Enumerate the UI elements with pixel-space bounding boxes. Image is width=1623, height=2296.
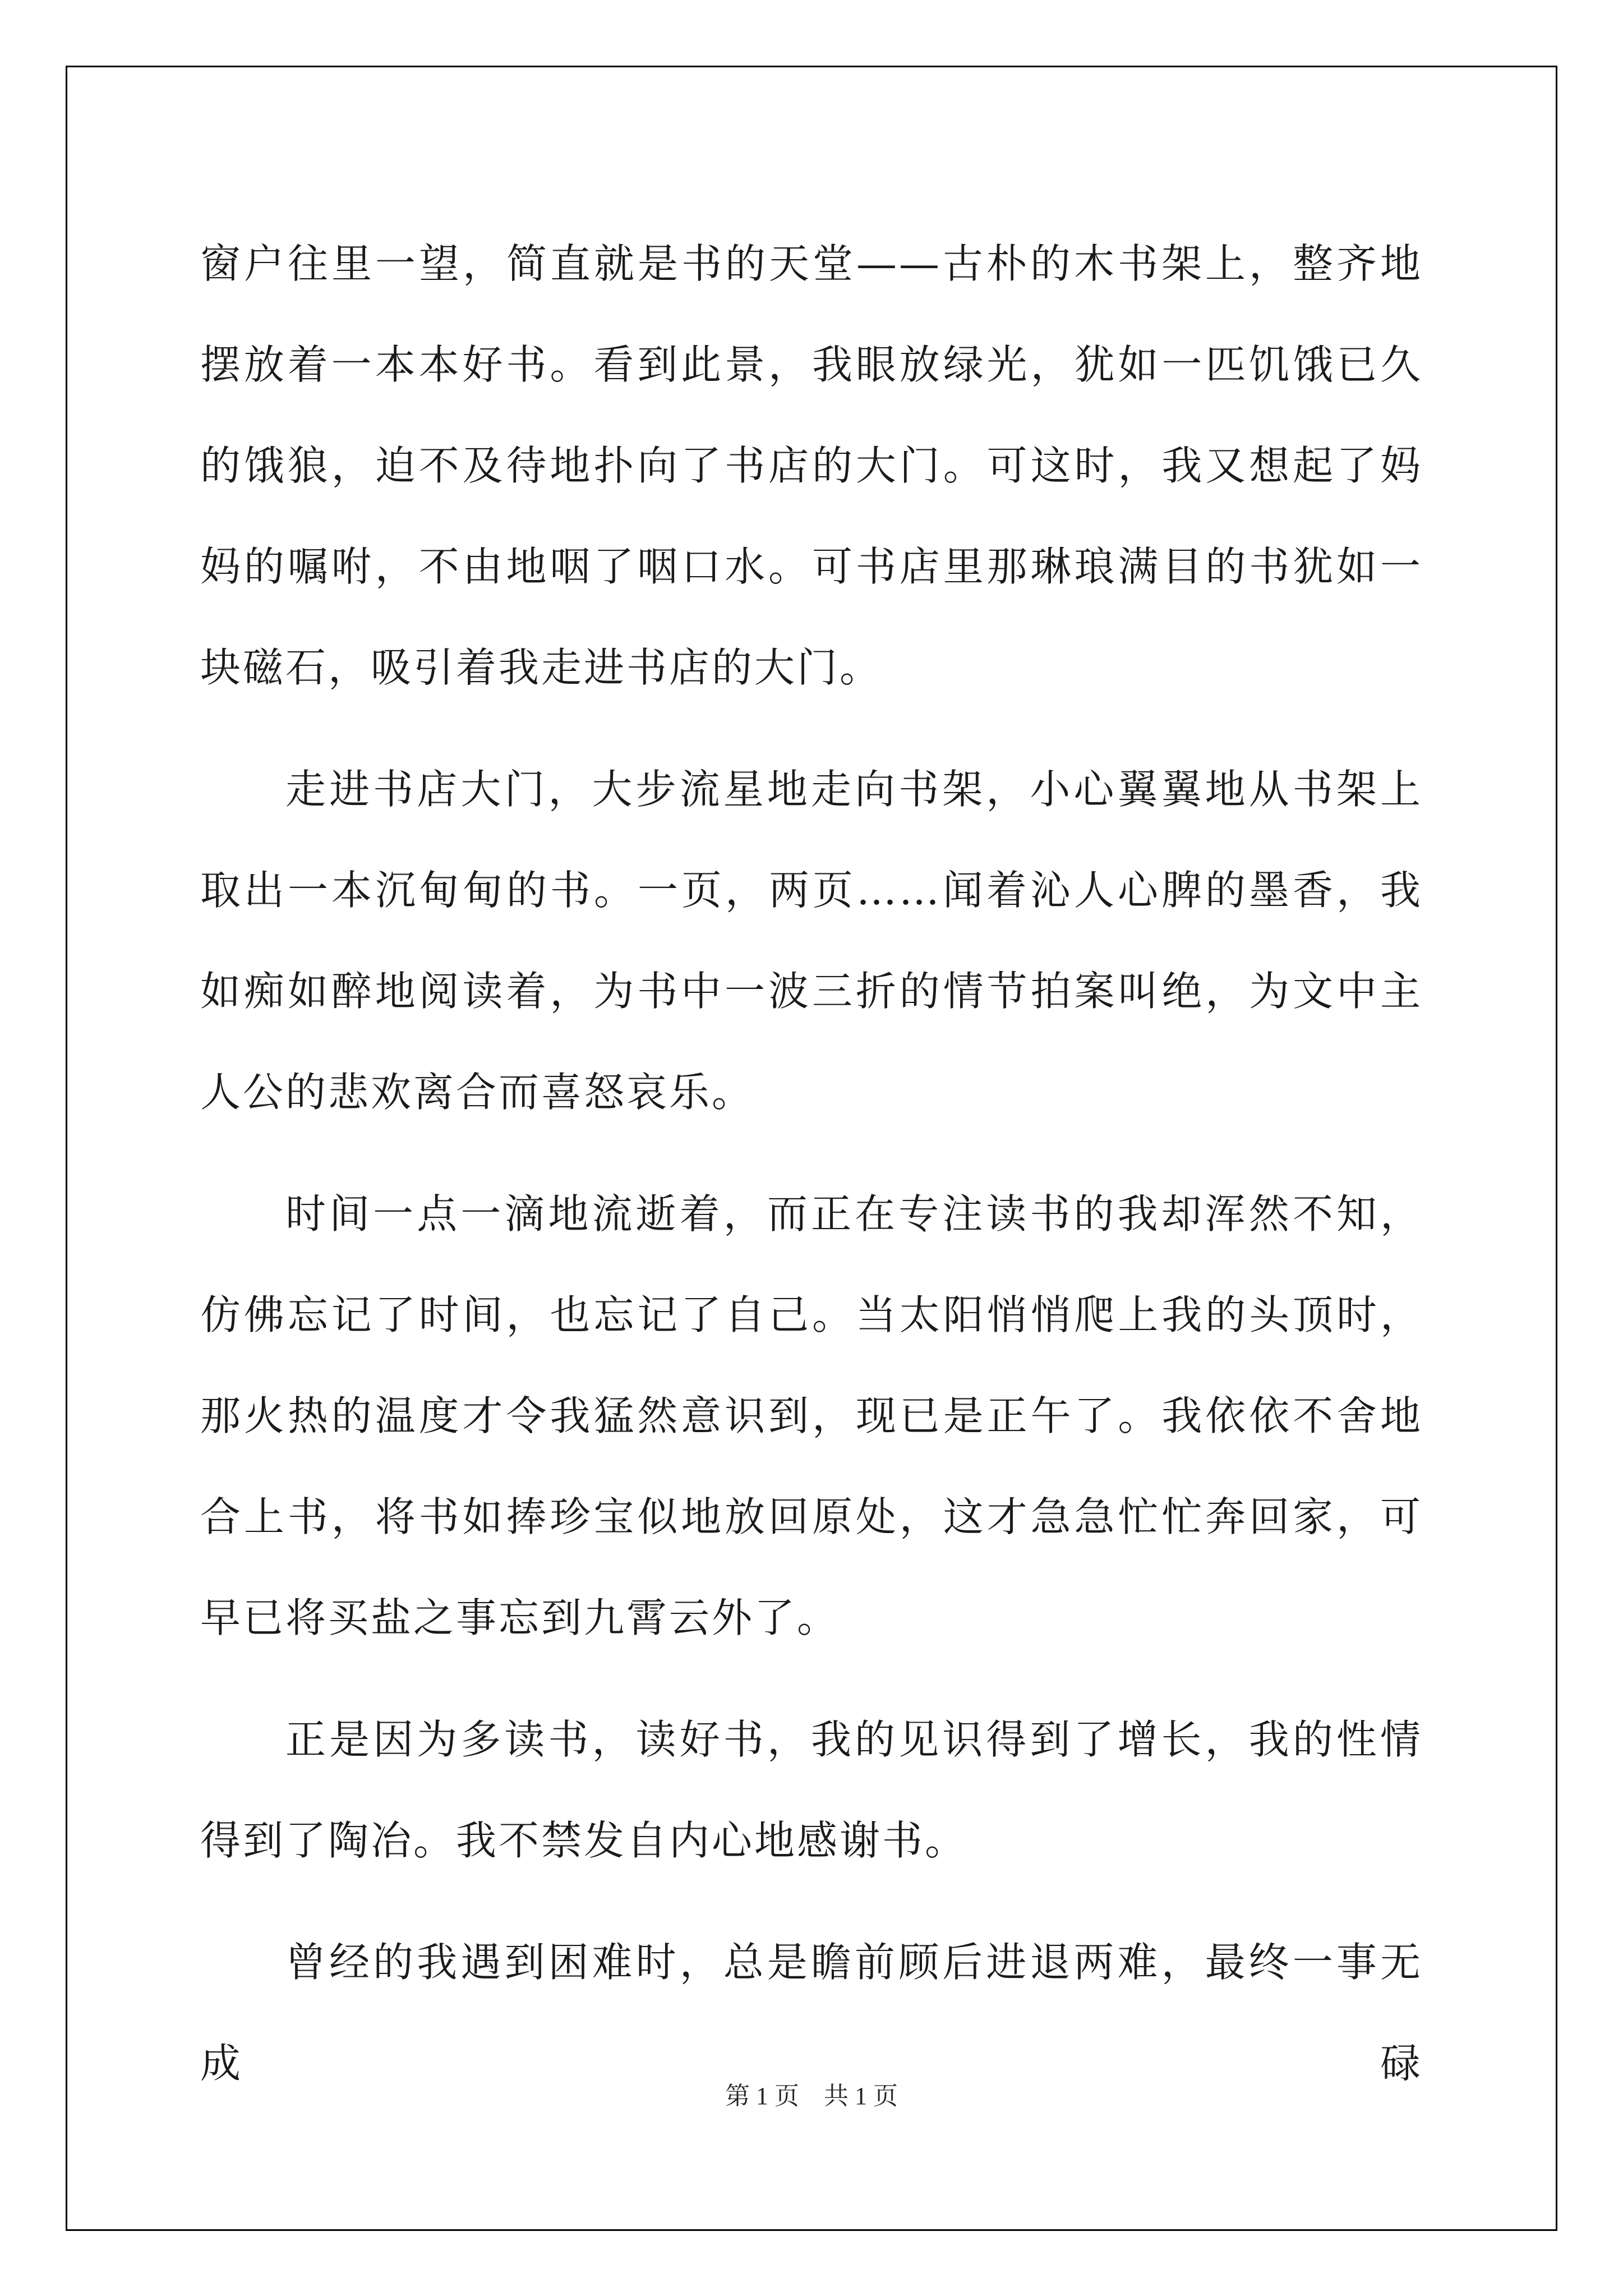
paragraph-1: 窗户往里一望，简直就是书的天堂——古朴的木书架上，整齐地摆放着一本本好书。看到此景，我眼放绿光，犹如一匹饥饿已久的饿狼，迫不及待地扑向了书店的大门。可这时，我又想起了妈妈的嘱咐，不由地咽了咽口水。可书店里那琳琅满目的书犹如一块磁石，吸引着我走进书店的大门。 bbox=[200, 240, 1423, 691]
paragraph-2: 走进书店大门，大步流星地走向书架，小心翼翼地从书架上取出一本沉甸甸的书。一页，两页……闻着沁人心脾的墨香，我如痴如醉地阅读着，为书中一波三折的情节拍案叫绝，为文中主人公的悲欢离合而喜怒哀乐。 bbox=[200, 766, 1423, 1116]
document-body bbox=[200, 213, 1423, 2134]
paragraph-4: 正是因为多读书，读好书，我的见识得到了增长，我的性情得到了陶冶。我不禁发自内心地感谢书。 bbox=[200, 1716, 1423, 1864]
paragraph-5: 曾经的我遇到困难时，总是瞻前顾后进退两难，最终一事无成碌 bbox=[200, 1939, 1423, 2087]
paragraph-3: 时间一点一滴地流逝着，而正在专注读书的我却浑然不知，仿佛忘记了时间，也忘记了自己。当太阳悄悄爬上我的头顶时，那火热的温度才令我猛然意识到，现已是正午了。我依依不舍地合上书，将书如捧珍宝似地放回原处，这才急急忙忙奔回家，可早已将买盐之事忘到九霄云外了。 bbox=[200, 1190, 1423, 1641]
page-number-footer: 第 1 页 共 1 页 bbox=[725, 2082, 898, 2110]
